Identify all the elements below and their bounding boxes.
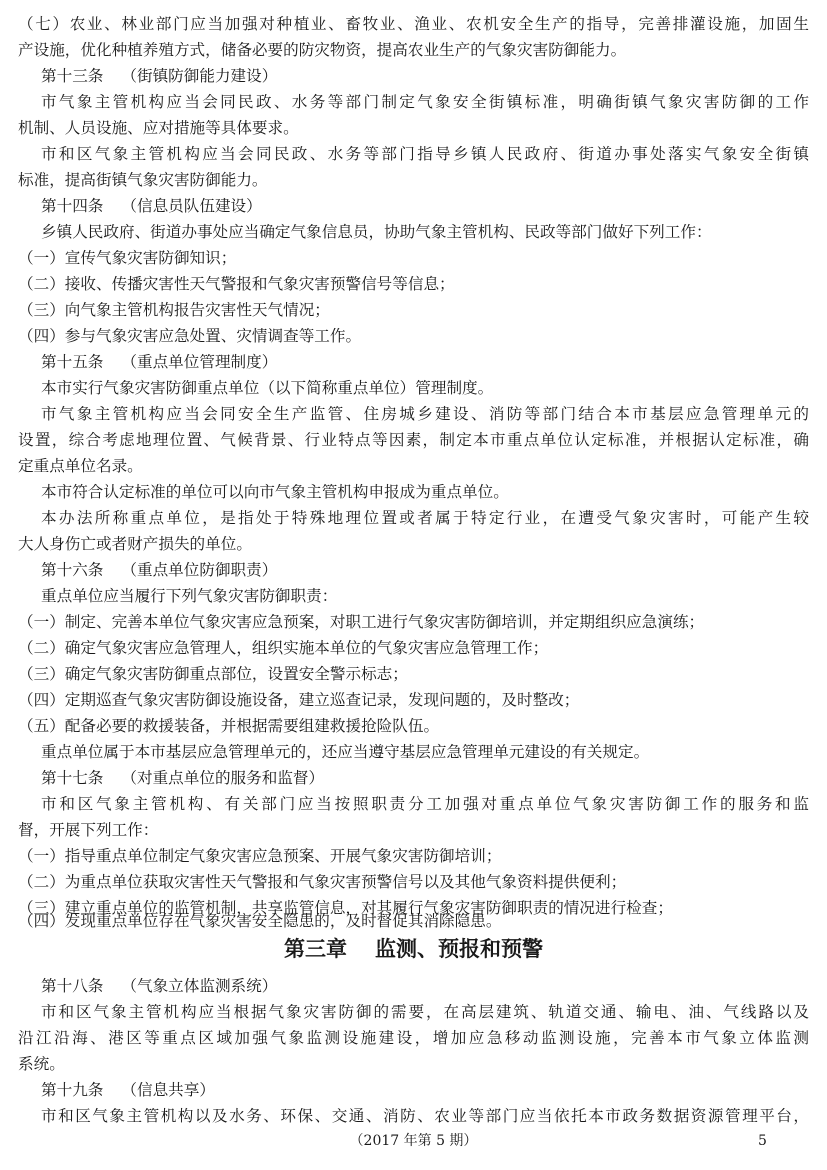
paragraph-line: 本市符合认定标准的单位可以向市气象主管机构申报成为重点单位。 bbox=[41, 483, 509, 501]
paragraph-line: 乡镇人民政府、街道办事处应当确定气象信息员，协助气象主管机构、民政等部门做好下列工作： bbox=[41, 223, 712, 241]
article-title: （信息共享） bbox=[121, 1081, 215, 1099]
article-title: （对重点单位的服务和监督） bbox=[121, 769, 325, 787]
list-item: （一）制定、完善本单位气象灾害应急预案，对职工进行气象灾害防御培训，并定期组织应急演练； bbox=[18, 613, 705, 631]
paragraph-line: 沿江沿海、港区等重点区域加强气象监测设施建设，增加应急移动监测设施，完善本市气象立体监测 bbox=[18, 1029, 809, 1047]
list-item: （二）为重点单位获取灾害性天气警报和气象灾害预警信号以及其他气象资料提供便利； bbox=[18, 873, 627, 891]
list-item: （四）定期巡查气象灾害防御设施设备，建立巡查记录，发现问题的，及时整改； bbox=[18, 691, 580, 709]
article-heading bbox=[41, 349, 809, 375]
paragraph-line: 市和区气象主管机构应当根据气象灾害防御的需要，在高层建筑、轨道交通、输电、油、气线路以及 bbox=[41, 1003, 809, 1021]
paragraph-line: 市和区气象主管机构应当会同民政、水务等部门指导乡镇人民政府、街道办事处落实气象安全街镇 bbox=[41, 145, 809, 163]
list-item: （二）确定气象灾害应急管理人，组织实施本单位的气象灾害应急管理工作； bbox=[18, 639, 549, 657]
issue-label: （2017 年第 5 期） bbox=[349, 1133, 478, 1149]
article-number: 第十五条 bbox=[41, 353, 104, 371]
paragraph-line: 系统。 bbox=[18, 1055, 65, 1073]
paragraph-line: 大人身伤亡或者财产损失的单位。 bbox=[18, 535, 252, 553]
paragraph-line: 本办法所称重点单位，是指处于特殊地理位置或者属于特定行业，在遭受气象灾害时，可能产生较 bbox=[41, 509, 809, 527]
paragraph-line: 设置，综合考虑地理位置、气候背景、行业特点等因素，制定本市重点单位认定标准，并根据认定标准，确 bbox=[18, 431, 809, 449]
paragraph-line: 市气象主管机构应当会同民政、水务等部门制定气象安全街镇标准，明确街镇气象灾害防御的工作 bbox=[41, 93, 809, 111]
article-heading bbox=[41, 63, 809, 89]
article-title: （信息员队伍建设） bbox=[121, 197, 262, 215]
list-item: （一）指导重点单位制定气象灾害应急预案、开展气象灾害防御培训； bbox=[18, 847, 502, 865]
paragraph-line: 市气象主管机构应当会同安全生产监管、住房城乡建设、消防等部门结合本市基层应急管理单元的 bbox=[41, 405, 809, 423]
list-item: （三）向气象主管机构报告灾害性天气情况； bbox=[18, 301, 330, 319]
article-heading bbox=[41, 557, 809, 583]
article-number: 第十七条 bbox=[41, 769, 104, 787]
list-item: （一）宣传气象灾害防御知识； bbox=[18, 249, 237, 267]
article-number: 第十四条 bbox=[41, 197, 104, 215]
article-number: 第十三条 bbox=[41, 67, 104, 85]
list-item: （二）接收、传播灾害性天气警报和气象灾害预警信号等信息； bbox=[18, 275, 455, 293]
list-item: （四）发现重点单位存在气象灾害安全隐患的，及时督促其消除隐患。 bbox=[18, 912, 502, 930]
paragraph-line: （七）农业、林业部门应当加强对种植业、畜牧业、渔业、农机安全生产的指导，完善排灌设施，加固生 bbox=[18, 15, 809, 33]
article-heading bbox=[41, 193, 809, 219]
paragraph-line: 重点单位应当履行下列气象灾害防御职责： bbox=[41, 587, 338, 605]
list-item: （五）配备必要的救援装备，并根据需要组建救援抢险队伍。 bbox=[18, 717, 440, 735]
paragraph-line: 标准，提高街镇气象灾害防御能力。 bbox=[18, 171, 268, 189]
article-heading bbox=[41, 765, 809, 791]
chapter-title: 监测、预报和预警 bbox=[375, 937, 543, 961]
paragraph-line: 本市实行气象灾害防御重点单位（以下简称重点单位）管理制度。 bbox=[41, 379, 494, 397]
article-number: 第十六条 bbox=[41, 561, 104, 579]
list-item: （三）建立重点单位的监管机制，共享监管信息，对其履行气象灾害防御职责的情况进行检查； bbox=[18, 899, 673, 917]
article-title: （重点单位防御职责） bbox=[121, 561, 278, 579]
page-number: 5 bbox=[758, 1133, 767, 1149]
article-title: （街镇防御能力建设） bbox=[121, 67, 278, 85]
chapter-heading bbox=[0, 932, 827, 966]
list-item: （四）参与气象灾害应急处置、灾情调查等工作。 bbox=[18, 327, 362, 345]
article-title: （重点单位管理制度） bbox=[121, 353, 278, 371]
paragraph-line: 产设施，优化种植养殖方式，储备必要的防灾物资，提高农业生产的气象灾害防御能力。 bbox=[18, 41, 627, 59]
article-number: 第十八条 bbox=[41, 977, 104, 995]
article-number: 第十九条 bbox=[41, 1081, 104, 1099]
article-heading bbox=[41, 1077, 809, 1103]
paragraph-line: 督，开展下列工作： bbox=[18, 821, 159, 839]
paragraph-line: 市和区气象主管机构、有关部门应当按照职责分工加强对重点单位气象灾害防御工作的服务和监 bbox=[41, 795, 809, 813]
paragraph-line: 重点单位属于本市基层应急管理单元的，还应当遵守基层应急管理单元建设的有关规定。 bbox=[41, 743, 650, 761]
paragraph-line: 定重点单位名录。 bbox=[18, 457, 143, 475]
list-item: （三）确定气象灾害防御重点部位，设置安全警示标志； bbox=[18, 665, 408, 683]
article-heading bbox=[41, 973, 809, 999]
paragraph-line: 机制、人员设施、应对措施等具体要求。 bbox=[18, 119, 299, 137]
article-title: （气象立体监测系统） bbox=[121, 977, 278, 995]
chapter-number: 第三章 bbox=[284, 937, 347, 961]
paragraph-line: 市和区气象主管机构以及水务、环保、交通、消防、农业等部门应当依托本市政务数据资源管理平台， bbox=[41, 1107, 809, 1125]
